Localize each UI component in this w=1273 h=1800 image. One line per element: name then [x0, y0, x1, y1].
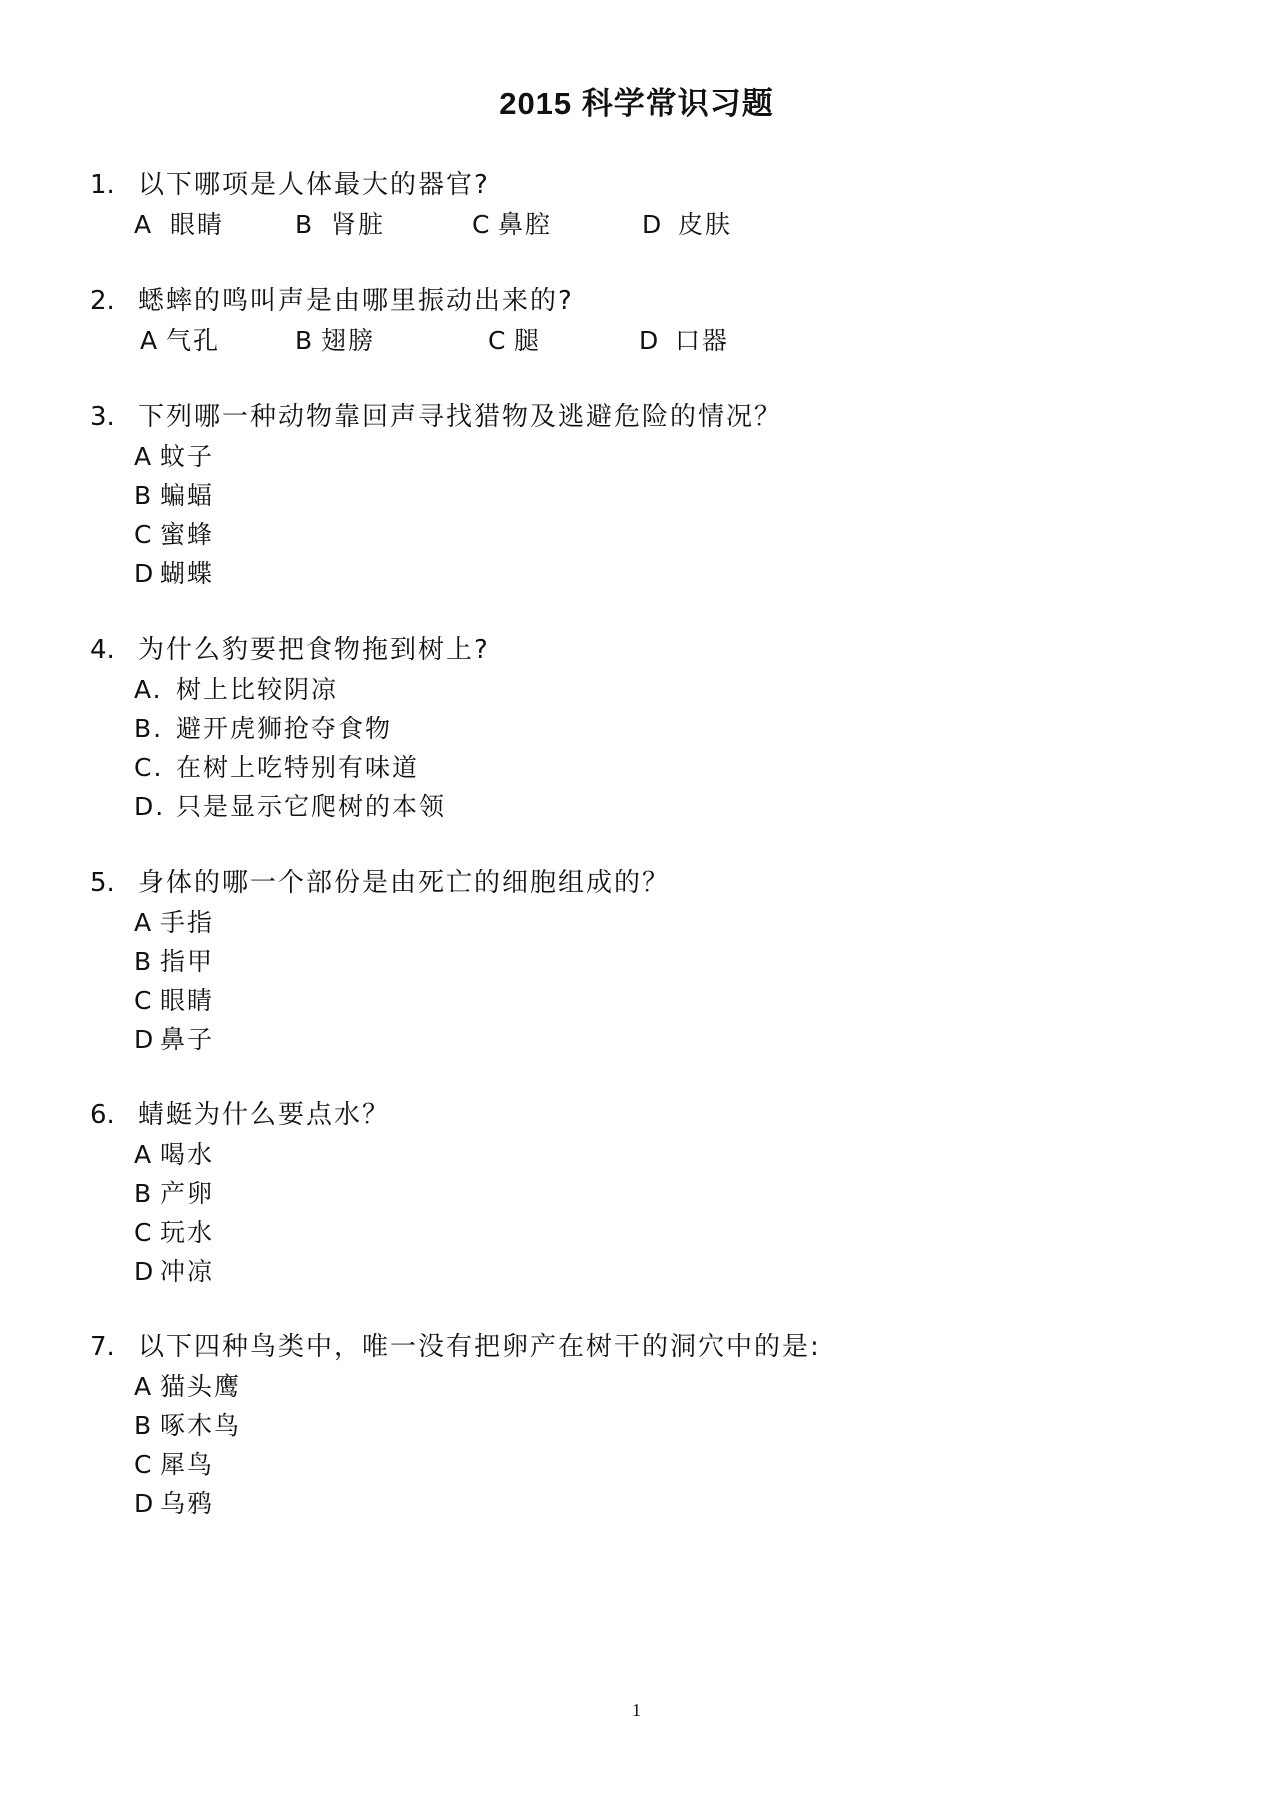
option-a [134, 1135, 214, 1174]
option-letter: A [134, 1140, 154, 1169]
option-letter: A [134, 442, 154, 471]
option-row [90, 903, 1190, 942]
question-number: 4. [90, 635, 115, 665]
option-row [90, 748, 1190, 787]
question-stem [90, 630, 1190, 670]
option-d [134, 554, 214, 593]
option-row [90, 1020, 1190, 1059]
question-number: 1. [90, 170, 115, 200]
question-stem [90, 1095, 1190, 1135]
question-5 [90, 863, 1190, 1059]
question-text: 蜻蜓为什么要点水？ [138, 1100, 391, 1130]
option-text: 啄木鸟 [160, 1411, 242, 1440]
option-text: 乌鸦 [160, 1489, 215, 1518]
option-letter: A [140, 326, 160, 355]
option-row [90, 942, 1190, 981]
option-row [90, 437, 1190, 476]
option-letter: B [134, 1179, 154, 1208]
page-number: 1 [632, 1700, 641, 1720]
option-letter: B [134, 481, 154, 510]
option-text: 指甲 [160, 947, 215, 976]
option-row [90, 205, 1190, 244]
question-number: 6. [90, 1100, 115, 1130]
option-letter: B [295, 326, 315, 355]
option-b [295, 205, 385, 244]
question-stem [90, 165, 1190, 205]
option-letter: C [472, 210, 492, 239]
question-3 [90, 397, 1190, 593]
option-letter: A [134, 210, 154, 239]
option-text: 手指 [160, 908, 215, 937]
option-row [90, 321, 1190, 360]
question-stem [90, 1327, 1190, 1367]
option-d [639, 321, 729, 360]
option-letter: D [134, 1257, 156, 1286]
option-c [134, 1213, 214, 1252]
option-letter: C [134, 1218, 154, 1247]
option-row [90, 787, 1190, 826]
option-d [642, 205, 732, 244]
option-b [134, 709, 392, 748]
option-letter: C. [134, 753, 164, 782]
option-text: 鼻子 [160, 1025, 215, 1054]
option-text: 在树上吃特别有味道 [176, 753, 420, 782]
question-number: 5. [90, 868, 115, 898]
option-d [134, 1252, 214, 1291]
option-text: 眼睛 [169, 210, 224, 239]
option-text: 蚊子 [160, 442, 215, 471]
option-text: 蝙蝠 [160, 481, 215, 510]
option-letter: C [134, 986, 154, 1015]
option-b [134, 942, 214, 981]
question-number: 3. [90, 402, 115, 432]
option-text: 蝴蝶 [160, 559, 215, 588]
option-row [90, 1406, 1190, 1445]
option-a [134, 437, 214, 476]
option-letter: A [134, 908, 154, 937]
option-letter: A. [134, 675, 163, 704]
option-c [134, 748, 419, 787]
option-d [134, 1484, 214, 1523]
option-row [90, 1252, 1190, 1291]
option-text: 眼睛 [160, 986, 215, 1015]
option-row [90, 1174, 1190, 1213]
option-b [134, 1406, 241, 1445]
question-number: 2. [90, 286, 115, 316]
option-b [134, 1174, 214, 1213]
question-7 [90, 1327, 1190, 1523]
page-title: 2015 科学常识习题 [499, 86, 774, 121]
option-row [90, 515, 1190, 554]
option-c [134, 515, 214, 554]
option-c [488, 321, 541, 360]
question-number: 7. [90, 1332, 115, 1362]
option-row [90, 476, 1190, 515]
question-stem [90, 281, 1190, 321]
option-text: 腿 [514, 326, 542, 355]
option-letter: B [295, 210, 315, 239]
option-a [134, 903, 214, 942]
question-6 [90, 1095, 1190, 1291]
option-a [140, 321, 220, 360]
question-stem [90, 863, 1190, 903]
option-letter: D [134, 559, 156, 588]
option-text: 喝水 [160, 1140, 215, 1169]
option-row [90, 709, 1190, 748]
option-row [90, 670, 1190, 709]
option-row [90, 1213, 1190, 1252]
option-letter: C [134, 1450, 154, 1479]
option-c [134, 981, 214, 1020]
option-row [90, 1445, 1190, 1484]
option-text: 口器 [674, 326, 729, 355]
question-text: 蟋蟀的鸣叫声是由哪里振动出来的? [138, 286, 574, 316]
option-row [90, 554, 1190, 593]
option-text: 翅膀 [321, 326, 376, 355]
option-row [90, 1484, 1190, 1523]
option-letter: B [134, 1411, 154, 1440]
option-row [90, 1367, 1190, 1406]
option-letter: B [134, 947, 154, 976]
question-text: 身体的哪一个部份是由死亡的细胞组成的？ [138, 868, 671, 898]
option-text: 冲凉 [160, 1257, 215, 1286]
question-text: 下列哪一种动物靠回声寻找猎物及逃避危险的情况？ [138, 402, 783, 432]
question-stem [90, 397, 1190, 437]
option-row [90, 1135, 1190, 1174]
option-a [134, 1367, 241, 1406]
option-d [134, 1020, 214, 1059]
option-letter: D [642, 210, 664, 239]
option-text: 避开虎狮抢夺食物 [176, 714, 393, 743]
option-row [90, 981, 1190, 1020]
option-text: 鼻腔 [498, 210, 553, 239]
option-a [134, 670, 338, 709]
option-letter: D [134, 1025, 156, 1054]
option-text: 产卵 [160, 1179, 215, 1208]
option-text: 蜜蜂 [160, 520, 215, 549]
option-text: 皮肤 [677, 210, 732, 239]
option-text: 犀鸟 [160, 1450, 215, 1479]
question-text: 为什么豹要把食物拖到树上? [138, 635, 490, 665]
option-a [134, 205, 224, 244]
option-text: 气孔 [166, 326, 221, 355]
option-d [134, 787, 446, 826]
option-text: 只是显示它爬树的本领 [176, 792, 447, 821]
question-2 [90, 281, 1190, 360]
question-text: 以下四种鸟类中，唯一没有把卵产在树干的洞穴中的是: [138, 1332, 821, 1362]
option-letter: C [488, 326, 508, 355]
question-1 [90, 165, 1190, 244]
option-b [295, 321, 375, 360]
option-letter: B. [134, 714, 164, 743]
option-letter: D [134, 1489, 156, 1518]
option-text: 猫头鹰 [160, 1372, 242, 1401]
option-text: 树上比较阴凉 [176, 675, 339, 704]
question-text: 以下哪项是人体最大的器官? [138, 170, 490, 200]
option-letter: D. [134, 792, 166, 821]
option-text: 玩水 [160, 1218, 215, 1247]
option-c [472, 205, 552, 244]
option-letter: C [134, 520, 154, 549]
option-c [134, 1445, 214, 1484]
option-text: 肾脏 [330, 210, 385, 239]
option-b [134, 476, 214, 515]
option-letter: D [639, 326, 661, 355]
option-letter: A [134, 1372, 154, 1401]
question-4 [90, 630, 1190, 826]
